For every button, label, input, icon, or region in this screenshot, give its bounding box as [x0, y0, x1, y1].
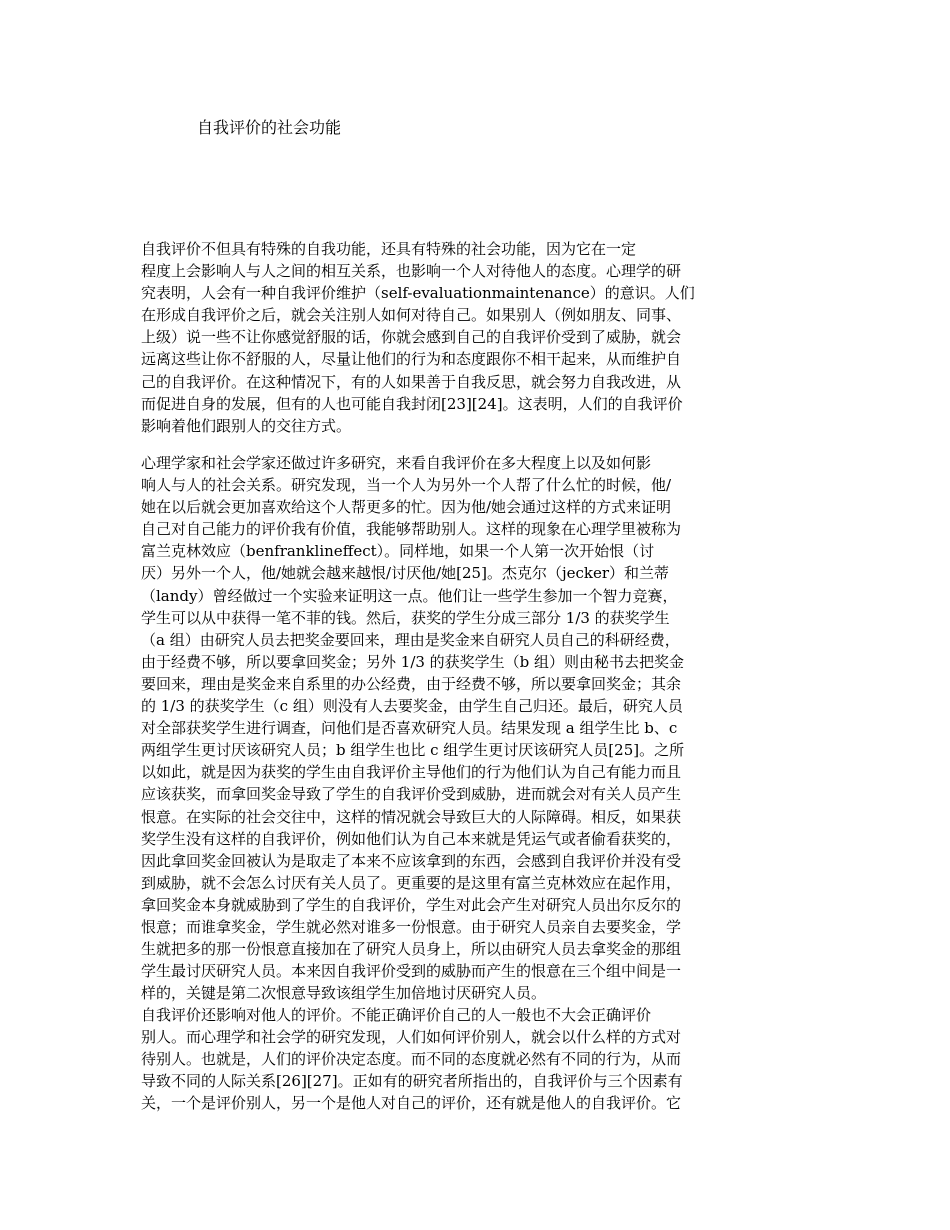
text-line: 到威胁，就不会怎么讨厌有关人员了。更重要的是这里有富兰克林效应在起作用， [141, 873, 682, 892]
text-line: 以如此，就是因为获奖的学生由自我评价主导他们的行为他们认为自己有能力而且 [141, 763, 682, 782]
text-line: 由于经费不够，所以要拿回奖金；另外 1/3 的获奖学生（b 组）则由秘书去把奖金 [141, 652, 685, 671]
text-line: 生就把多的那一份恨意直接加在了研究人员身上，所以由研究人员去拿奖金的那组 [141, 940, 682, 959]
text-line: 要回来，理由是奖金来自系里的办公经费，由于经费不够，所以要拿回奖金；其余 [141, 674, 682, 693]
text-line: 学生可以从中获得一笔不菲的钱。然后，获奖的学生分成三部分 1/3 的获奖学生 [141, 608, 670, 627]
text-line: （landy）曾经做过一个实验来证明这一点。他们让一些学生参加一个智力竞赛， [141, 586, 678, 605]
paragraph [141, 238, 695, 437]
text-line: 影响着他们跟别人的交往方式。 [141, 416, 352, 435]
text-line: 的 1/3 的获奖学生（c 组）则没有人去要奖金，由学生自己归还。最后，研究人员 [141, 697, 683, 716]
paragraph [141, 1004, 683, 1114]
text-line: 因此拿回奖金回被认为是取走了本来不应该拿到的东西，会感到自我评价并没有受 [141, 851, 682, 870]
text-line: 在形成自我评价之后，就会关注别人如何对待自己。如果别人（例如朋友、同事、 [141, 306, 682, 325]
text-line: 学生最讨厌研究人员。本来因自我评价受到的威胁而产生的恨意在三个组中间是一 [141, 962, 682, 981]
text-line: 别人。而心理学和社会学的研究发现，人们如何评价别人，就会以什么样的方式对 [141, 1028, 682, 1047]
text-line: 远离这些让你不舒服的人，尽量让他们的行为和态度跟你不相干起来，从而维护自 [141, 350, 682, 369]
text-line: 恨意；而谁拿奖金，学生就必然对谁多一份恨意。由于研究人员亲自去要奖金，学 [141, 917, 682, 936]
text-line: 两组学生更讨厌该研究人员；b 组学生也比 c 组学生更讨厌该研究人员[25]。之所 [141, 741, 685, 760]
text-line: 恨意。在实际的社会交往中，这样的情况就会导致巨大的人际障碍。相反，如果获 [141, 807, 682, 826]
text-line: 己的自我评价。在这种情况下，有的人如果善于自我反思，就会努力自我改进，从 [141, 372, 682, 391]
text-line: 究表明，人会有一种自我评价维护（self-evaluationmaintenance）的意识。人们 [141, 284, 695, 303]
text-line: 应该获奖，而拿回奖金导致了学生的自我评价受到威胁，进而就会对有关人员产生 [141, 785, 682, 804]
text-line: 自我评价还影响对他人的评价。不能正确评价自己的人一般也不大会正确评价 [141, 1006, 652, 1024]
text-line: 样的，关键是第二次恨意导致该组学生加倍地讨厌研究人员。 [141, 984, 547, 1003]
paragraph [141, 452, 684, 1004]
text-line: 自我评价不但具有特殊的自我功能，还具有特殊的社会功能，因为它在一定 [141, 240, 637, 258]
text-line: 对全部获奖学生进行调查，问他们是否喜欢研究人员。结果发现 a 组学生比 b、c [141, 719, 678, 738]
document-title: 自我评价的社会功能 [197, 118, 342, 137]
text-line: 自己对自己能力的评价我有价值，我能够帮助别人。这样的现象在心理学里被称为 [141, 520, 682, 539]
text-line: 关，一个是评价别人，另一个是他人对自己的评价，还有就是他人的自我评价。它 [141, 1094, 682, 1113]
text-line: 上级）说一些不让你感觉舒服的话，你就会感到自己的自我评价受到了威胁，就会 [141, 328, 682, 347]
text-line: 心理学家和社会学家还做过许多研究，来看自我评价在多大程度上以及如何影 [141, 454, 652, 472]
text-line: 响人与人的社会关系。研究发现，当一个人为另外一个人帮了什么忙的时候，他/ [141, 476, 672, 495]
text-line: 拿回奖金本身就威胁到了学生的自我评价，学生对此会产生对研究人员出尔反尔的 [141, 895, 682, 914]
text-line: 程度上会影响人与人之间的相互关系，也影响一个人对待他人的态度。心理学的研 [141, 262, 682, 281]
text-line: 富兰克林效应（benfranklineffect）。同样地，如果一个人第一次开始恨（讨 [141, 542, 655, 561]
text-line: （a 组）由研究人员去把奖金要回来，理由是奖金来自研究人员自己的科研经费， [141, 630, 680, 649]
text-line: 奖学生没有这样的自我评价，例如他们认为自己本来就是凭运气或者偷看获奖的， [141, 829, 682, 848]
text-line: 厌）另外一个人，他/她就会越来越恨/讨厌他/她[25]。杰克尔（jecker）和兰蒂 [141, 564, 670, 583]
text-line: 待别人。也就是，人们的评价决定态度。而不同的态度就必然有不同的行为，从而 [141, 1050, 682, 1069]
text-line: 她在以后就会更加喜欢给这个人帮更多的忙。因为他/她会通过这样的方式来证明 [141, 498, 672, 517]
text-line: 导致不同的人际关系[26][27]。正如有的研究者所指出的，自我评价与三个因素有 [141, 1072, 683, 1091]
text-line: 而促进自身的发展，但有的人也可能自我封闭[23][24]。这表明，人们的自我评价 [141, 394, 683, 413]
